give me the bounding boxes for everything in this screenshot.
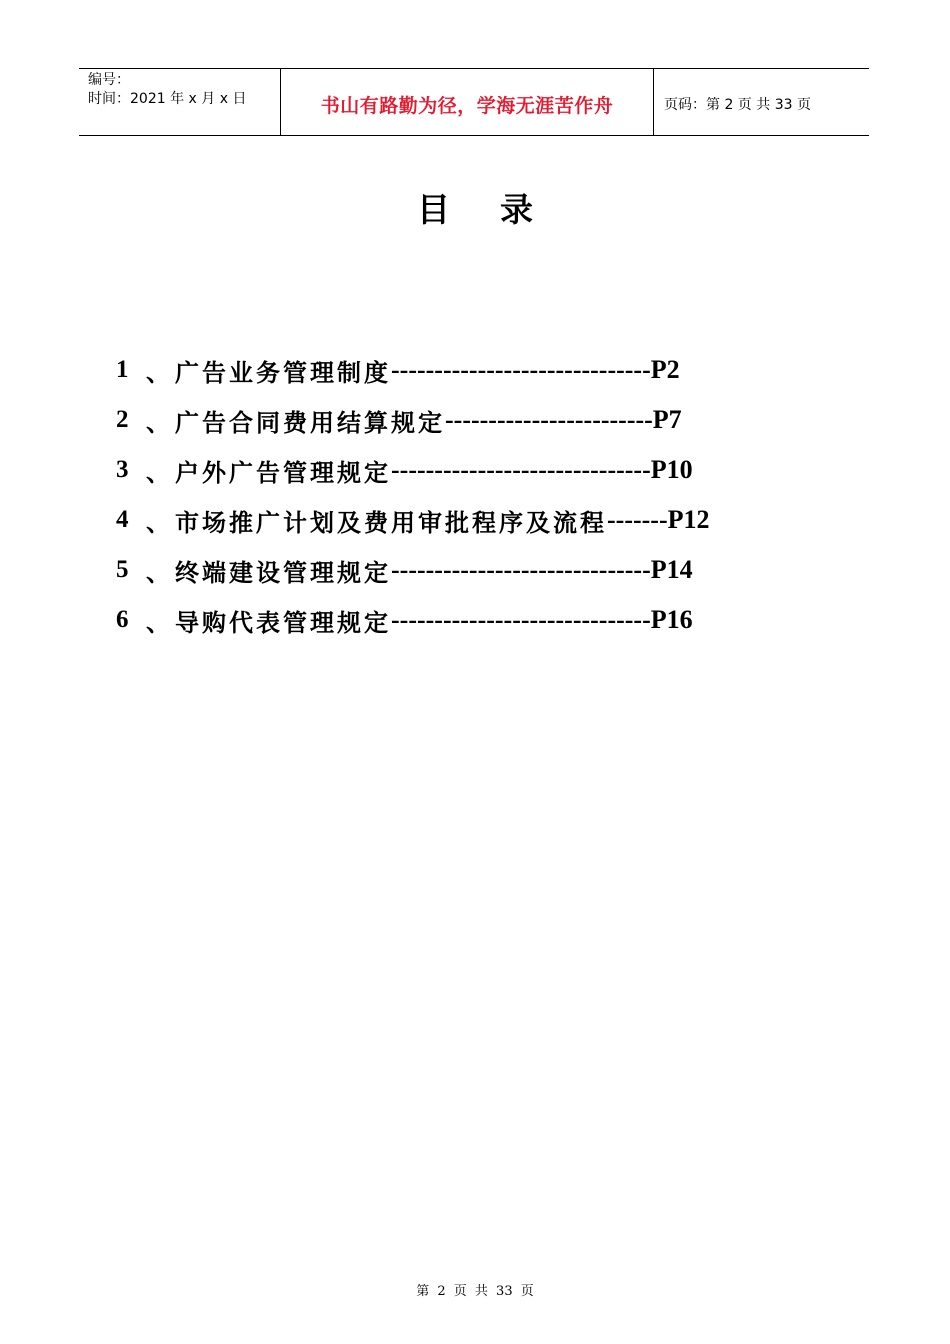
table-of-contents (116, 345, 816, 645)
header-page-info: 页码：第 2 页 共 33 页 (664, 97, 811, 113)
toc-entry-separator: 、 (146, 457, 170, 487)
toc-entry-page: P10 (650, 455, 693, 484)
header-meta-cell (79, 69, 281, 135)
toc-entry[interactable] (116, 395, 816, 445)
toc-entry-number: 2 (116, 406, 129, 433)
toc-entry-number: 6 (116, 606, 129, 633)
toc-entry-title: 广告合同费用结算规定 (175, 407, 445, 437)
toc-entry-number: 4 (116, 506, 129, 533)
toc-entry-number: 5 (116, 556, 129, 583)
toc-entry[interactable] (116, 495, 816, 545)
page-title: 目录 (417, 190, 583, 229)
toc-entry-leader: ------------------------------ (391, 605, 651, 634)
toc-entry[interactable] (116, 445, 816, 495)
header-motto: 书山有路勤为径，学海无涯苦作舟 (320, 94, 614, 117)
toc-entry-leader: ------------------------------ (391, 355, 651, 384)
toc-entry-page: P2 (650, 355, 680, 384)
toc-entry-page: P14 (650, 555, 693, 584)
toc-entry-title: 户外广告管理规定 (175, 457, 391, 487)
toc-entry-title: 导购代表管理规定 (175, 607, 391, 637)
header-table (79, 68, 869, 136)
toc-entry-separator: 、 (146, 607, 170, 637)
toc-entry-leader: ------------------------ (445, 405, 653, 434)
toc-entry-separator: 、 (146, 557, 170, 587)
toc-entry-separator: 、 (146, 407, 170, 437)
toc-entry-page: P7 (652, 405, 682, 434)
toc-entry-title: 市场推广计划及费用审批程序及流程 (175, 507, 607, 537)
toc-entry-leader: ------------------------------ (391, 455, 651, 484)
toc-entry-page: P16 (650, 605, 693, 634)
document-number-label: 编号： (88, 72, 130, 88)
toc-entry-number: 3 (116, 456, 129, 483)
header-motto-cell (281, 69, 654, 135)
toc-entry-page: P12 (667, 505, 710, 534)
toc-entry-separator: 、 (146, 357, 170, 387)
toc-entry-title: 终端建设管理规定 (175, 557, 391, 587)
toc-entry-number: 1 (116, 356, 129, 383)
toc-entry[interactable] (116, 595, 816, 645)
toc-entry[interactable] (116, 345, 816, 395)
toc-entry-leader: ------------------------------ (391, 555, 651, 584)
toc-entry-title: 广告业务管理制度 (175, 357, 391, 387)
page-footer: 第 2 页 共 33 页 (416, 1284, 534, 1299)
document-date-label: 时间：2021 年 x 月 x 日 (88, 91, 247, 107)
toc-entry-leader: ------- (607, 505, 668, 534)
header-page-cell (654, 69, 869, 135)
toc-entry[interactable] (116, 545, 816, 595)
toc-entry-separator: 、 (146, 507, 170, 537)
